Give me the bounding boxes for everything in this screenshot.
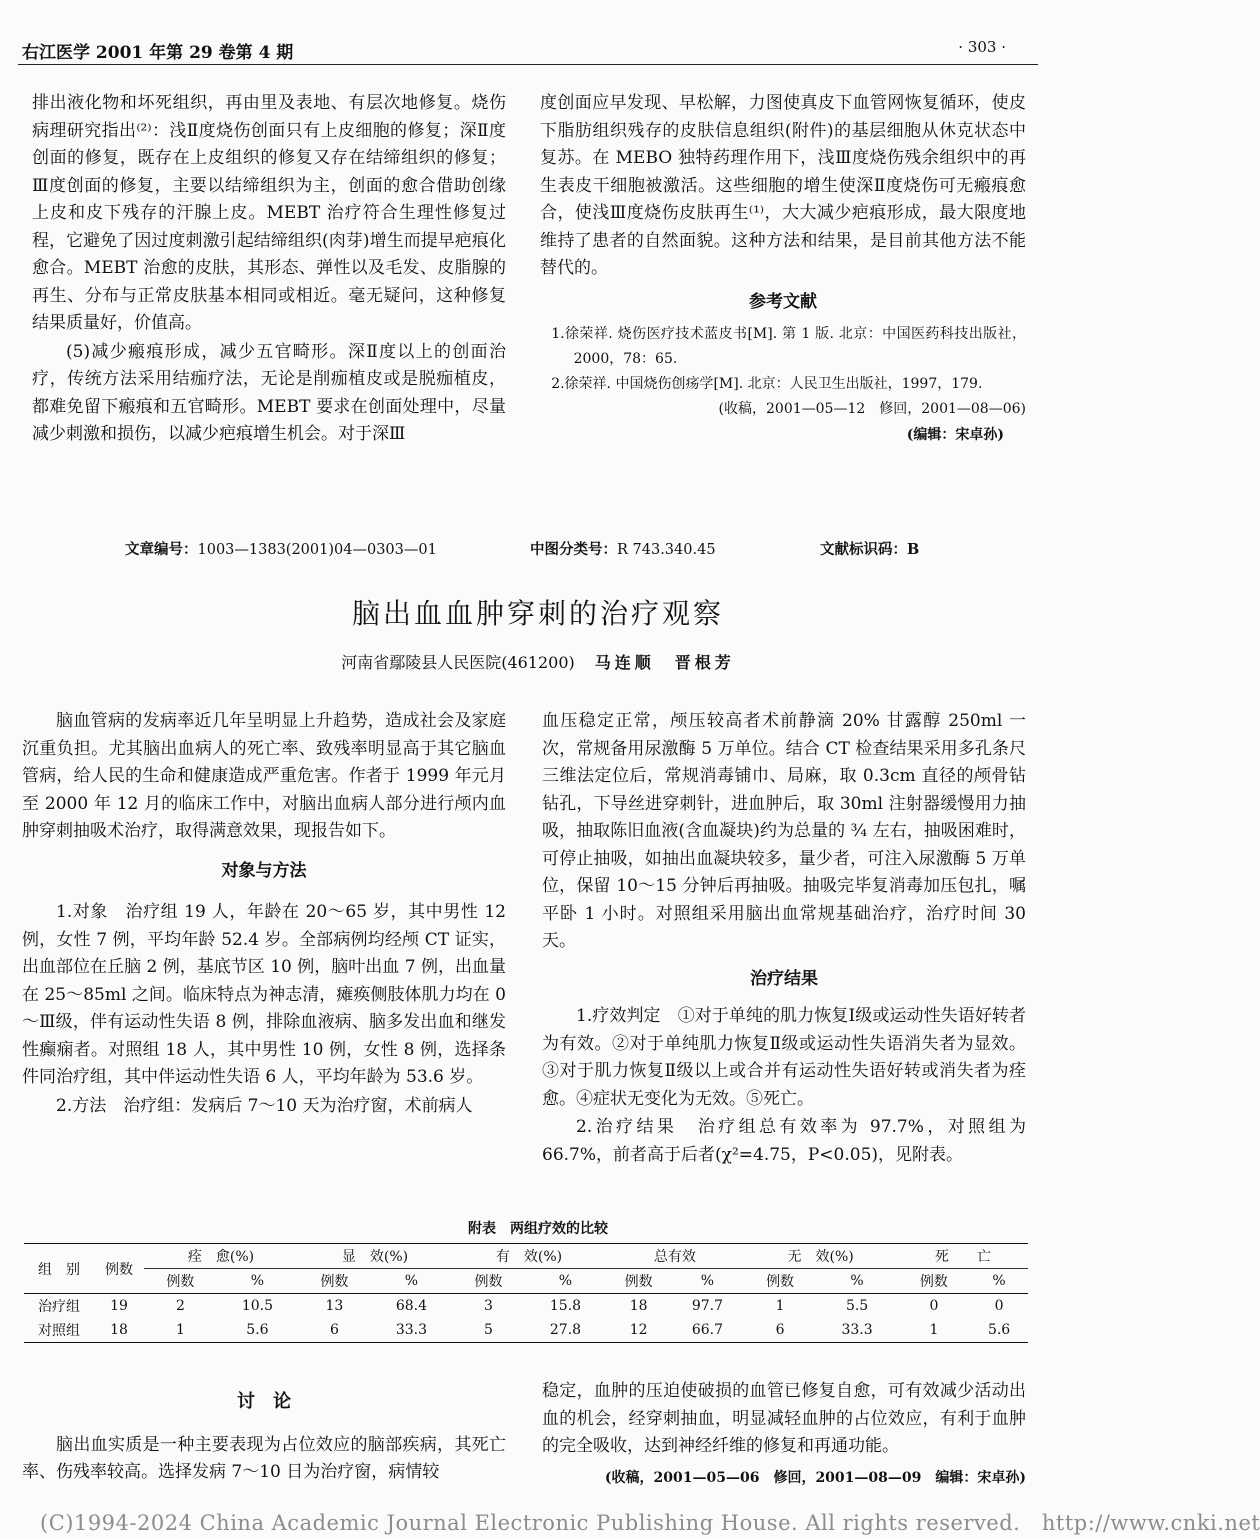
document-code-value: B [907, 541, 920, 558]
header-group: 组 别 [24, 1244, 94, 1294]
body-left-column [22, 708, 506, 1121]
results-table [24, 1243, 1028, 1343]
table-cell: 10.5 [241, 1298, 274, 1314]
editor-note: (编辑：宋卓孙) [906, 427, 1004, 443]
article-number-label: 文章编号： [125, 541, 198, 558]
table-cell: 5.6 [987, 1322, 1011, 1338]
table-cell: 66.7 [691, 1322, 723, 1338]
table-cell: 0 [994, 1298, 1004, 1314]
prev-article-left-column [32, 90, 506, 450]
results-table-wrapper [24, 1243, 1028, 1343]
body-right-column [542, 708, 1026, 1170]
header-total-effective: 总有效 [606, 1244, 744, 1269]
table-subheader-row [24, 1269, 1028, 1294]
sub-percent: % [992, 1273, 1006, 1289]
table-cell: 0 [929, 1298, 939, 1314]
results-paragraph: 2.治疗结果 治疗组总有效率为 97.7%，对照组为 66.7%，前者高于后者(χ²=4.75，P<0.05)，见附表。 [542, 1117, 1026, 1165]
header-rule [18, 64, 1038, 65]
table-cell: 对照组 [38, 1323, 80, 1339]
references-list [540, 322, 1026, 448]
article-number [125, 538, 437, 559]
procedure-paragraph: 血压稳定正常，颅压较高者术前静滴 20% 甘露醇 250ml 一次，常规备用尿激酶 5 万单位。结合 CT 检查结果采用多孔条尺三维法定位后，常规消毒铺巾、局麻，取 0.3cm 直径的颅骨钻钻孔，下导丝进穿刺针，进血肿后，取 30ml 注射器缓慢用力抽吸，抽取陈旧血液(含血凝块)约为总量的 ¾ 左右，抽吸困难时，可停止抽吸，如抽出血凝块较多，量少者，可注入尿激酶 5 万单位，保留 10～15 分钟后再抽吸。抽吸完毕复消毒加压包扎，嘱平卧 1 小时。对照组采用脑出血常规基础治疗，治疗时间 30 天。 [542, 711, 1026, 951]
clc-label: 中图分类号： [530, 541, 617, 558]
table-cell: 68.4 [395, 1298, 428, 1314]
header-cured: 痊 愈(%) [144, 1244, 298, 1269]
journal-header: 右江医学 2001 年第 29 卷第 4 期 [22, 43, 294, 63]
table-cell: 6 [775, 1322, 785, 1338]
clc-number [530, 538, 716, 559]
clc-value: R 743.340.45 [617, 542, 716, 558]
prev-left-paragraph: 排出液化物和坏死组织，再由里及表地、有层次地修复。烧伤病理研究指出⁽²⁾：浅Ⅱ度烧伤创面只有上皮细胞的修复；深Ⅱ度创面的修复，既存在上皮组织的修复又存在结缔组织的修复；Ⅲ度创面的修复，主要以结缔组织为主，创面的愈合借助创缘上皮和皮下残存的汗腺上皮。MEBT 治疗符合生理性修复过程，它避免了因过度刺激引起结缔组织(肉芽)增生而提早疤痕化愈合。MEBT 治愈的皮肤，其形态、弹性以及毛发、皮脂腺的再生、分布与正常皮肤基本相同或相近。毫无疑问，这种修复结果质量好，价值高。 [32, 93, 506, 333]
author-line [0, 650, 1076, 673]
table-cell: 1 [775, 1298, 785, 1314]
table-cell: 19 [110, 1298, 128, 1314]
sub-percent: % [850, 1273, 864, 1289]
prev-right-paragraph: 度创面应早发现、早松解，力图使真皮下血管网恢复循环，使皮下脂肪组织残存的皮肤信息组织(附件)的基层细胞从休克状态中复苏。在 MEBO 独特药理作用下，浅Ⅲ度烧伤残余组织中的再生表皮干细胞被激活。这些细胞的增生使深Ⅱ度烧伤可无瘢痕愈合，使浅Ⅲ度烧伤皮肤再生⁽¹⁾，大大减少疤痕形成，最大限度地维持了患者的自然面貌。这种方法和结果，是目前其他方法不能替代的。 [540, 93, 1026, 278]
page-number: · 303 · [958, 38, 1006, 56]
references-title: 参考文献 [749, 291, 817, 312]
intro-paragraph: 脑血管病的发病率近几年呈明显上升趋势，造成社会及家庭沉重负担。尤其脑出血病人的死亡率、致残率明显高于其它脑血管病，给人民的生命和健康造成严重危害。作者于 1999 年元月至 2000 年 12 月的临床工作中，对脑出血病人部分进行颅内血肿穿刺抽吸术治疗，取得满意效果，现报告如下。 [22, 711, 506, 841]
table-row [24, 1318, 1028, 1343]
table-cell: 13 [325, 1298, 344, 1314]
table-cell: 12 [629, 1322, 648, 1338]
discussion-right-column [542, 1378, 1026, 1493]
table-cell: 5.5 [845, 1298, 869, 1314]
section-title-results: 治疗结果 [750, 968, 818, 989]
discussion-paragraph-right: 稳定，血肿的压迫使破损的血管已修复自愈，可有效减少活动出血的机会，经穿刺抽血，明显减轻血肿的占位效应，有利于血肿的完全吸收，达到神经纤维的修复和再通功能。 [542, 1381, 1026, 1456]
prev-left-paragraph: (5)减少瘢痕形成，减少五官畸形。深Ⅱ度以上的创面治疗，传统方法采用结痂疗法，无论是削痂植皮或是脱痂植皮，都难免留下瘢痕和五官畸形。MEBT 要求在创面处理中，尽量减少刺激和损伤，以减少疤痕增生机会。对于深Ⅲ [32, 341, 506, 444]
article-number-value: 1003—1383(2001)04—0303—01 [197, 542, 437, 558]
sub-percent: % [250, 1273, 265, 1289]
header-death: 死 亡 [898, 1244, 1028, 1269]
table-cell: 治疗组 [38, 1299, 80, 1315]
reference-item: 2.徐荣祥. 中国烧伤创疡学[M]. 北京：人民卫生出版社，1997，179. [551, 376, 983, 392]
table-cell: 5 [483, 1322, 493, 1338]
header-ineffective: 无 效(%) [744, 1244, 898, 1269]
document-code [820, 538, 919, 559]
table-cell: 18 [629, 1298, 648, 1314]
article-title: 脑出血血肿穿刺的治疗观察 [351, 597, 724, 630]
sub-percent: % [404, 1273, 419, 1289]
reference-item: 1.徐荣祥. 烧伤医疗技术蓝皮书[M]. 第 1 版. 北京：中国医药科技出版社，2000，78：65. [551, 326, 1026, 367]
subjects-paragraph: 1.对象 治疗组 19 人，年龄在 20～65 岁，其中男性 12 例，女性 7 例，平均年龄 52.4 岁。全部病例均经颅 CT 证实，出血部位在丘脑 2 例，基底节区 10 例，脑叶出血 7 例，出血量在 25～85ml 之间。临床特点为神志清，瘫痪侧肢体肌力均在 0～Ⅲ级，伴有运动性失语 8 例，排除血液病、脑多发出血和继发性癫痫者。对照组 18 人，其中男性 10 例，女性 8 例，选择条件同治疗组，其中伴运动性失语 6 人，平均年龄为 53.6 岁。 [22, 902, 506, 1087]
sub-percent: % [558, 1273, 573, 1289]
sub-percent: % [700, 1273, 715, 1289]
received-date-article: (收稿，2001—05—06 修回，2001—08—09 编辑：宋卓孙) [604, 1469, 1026, 1486]
sub-count: 例数 [624, 1274, 653, 1290]
sub-count: 例数 [766, 1274, 795, 1290]
table-cell: 27.8 [549, 1322, 582, 1338]
header-effective: 有 效(%) [452, 1244, 606, 1269]
affiliation: 河南省鄢陵县人民医院(461200) [341, 653, 575, 672]
methods-paragraph: 2.方法 治疗组：发病后 7～10 天为治疗窗，术前病人 [56, 1095, 473, 1116]
sub-count: 例数 [166, 1274, 195, 1290]
sub-count: 例数 [919, 1274, 948, 1290]
table-cell: 3 [483, 1298, 493, 1314]
table-cell: 5.6 [246, 1322, 269, 1338]
table-caption: 附表 两组疗效的比较 [468, 1221, 608, 1237]
prev-article-right-column [540, 90, 1026, 449]
table-cell: 33.3 [841, 1322, 873, 1338]
table-cell: 6 [329, 1322, 339, 1338]
table-cell: 1 [175, 1322, 185, 1338]
discussion-left-column [22, 1388, 506, 1488]
table-cell: 15.8 [549, 1298, 582, 1314]
table-cell: 33.3 [395, 1322, 428, 1338]
copyright-watermark: (C)1994-2024 China Academic Journal Electronic Publishing House. All rights reserved. http://www.cnki.net [40, 1511, 1260, 1535]
section-title-methods: 对象与方法 [221, 860, 307, 881]
received-date: (收稿，2001—05—12 修回，2001—08—06) [718, 401, 1026, 417]
discussion-paragraph-left: 脑出血实质是一种主要表现为占位效应的脑部疾病，其死亡率、伤残率较高。选择发病 7～10 日为治疗窗，病情较 [22, 1434, 506, 1482]
header-count: 例数 [94, 1244, 144, 1294]
sub-count: 例数 [320, 1274, 349, 1290]
document-code-label: 文献标识码： [820, 541, 907, 558]
criteria-paragraph: 1.疗效判定 ①对于单纯的肌力恢复Ⅰ级或运动性失语好转者为有效。②对于单纯肌力恢复Ⅱ级或运动性失语消失者为显效。③对于肌力恢复Ⅱ级以上或合并有运动性失语好转或消失者为痊愈。④症状无变化为无效。⑤死亡。 [542, 1006, 1026, 1109]
table-row [24, 1294, 1028, 1319]
table-cell: 1 [929, 1322, 939, 1338]
authors: 马连顺 晋根芳 [594, 653, 735, 672]
table-cell: 18 [110, 1322, 128, 1338]
table-header-row [24, 1244, 1028, 1269]
header-marked: 显 效(%) [298, 1244, 452, 1269]
table-cell: 2 [175, 1298, 185, 1314]
table-cell: 97.7 [691, 1298, 723, 1314]
section-title-discussion: 讨 论 [237, 1391, 291, 1412]
sub-count: 例数 [474, 1274, 503, 1290]
